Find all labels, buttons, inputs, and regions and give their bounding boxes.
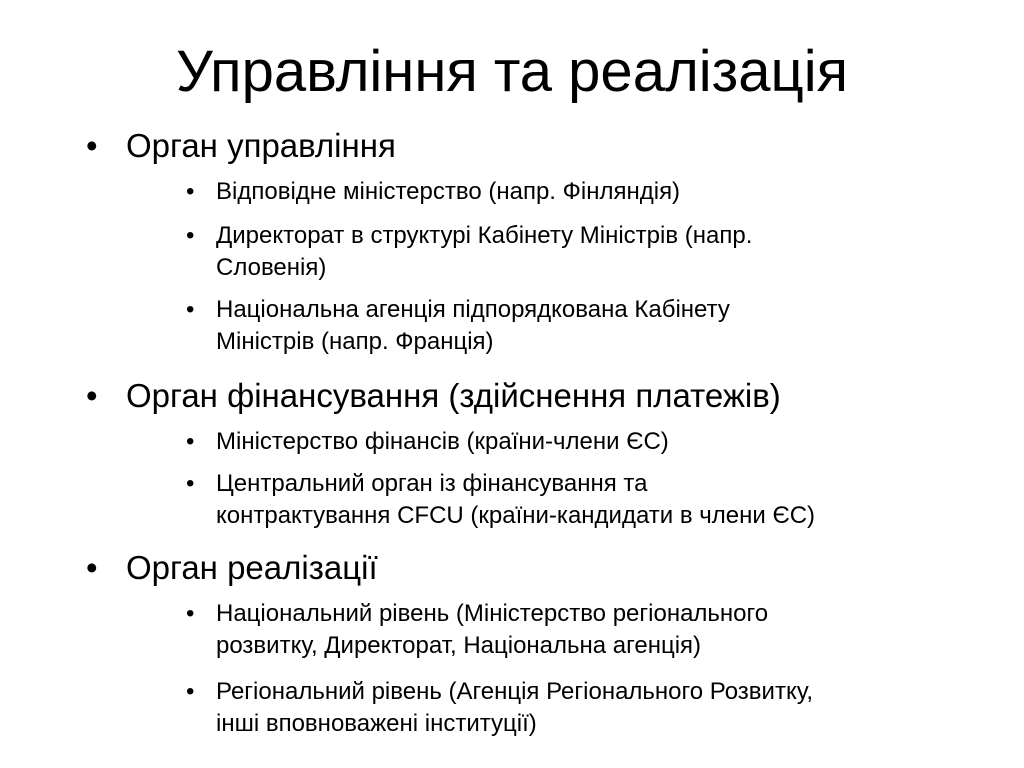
list-item-line: Міністерство фінансів (країни-члени ЄС) <box>216 428 669 455</box>
list-item-text <box>216 676 986 740</box>
list-item-line: контрактування CFCU (країни-кандидати в члени ЄС) <box>216 502 816 529</box>
list-item-text <box>216 176 986 208</box>
section-heading-text: Орган фінансування (здійснення платежів) <box>126 377 781 414</box>
list-item-text <box>216 598 986 662</box>
bullet-icon: • <box>186 470 195 497</box>
section-heading-text: Орган реалізації <box>126 549 378 586</box>
list-item-text <box>216 220 986 284</box>
list-item-line: Національна агенція підпорядкована Кабінету <box>216 296 730 323</box>
bullet-icon: • <box>86 377 98 414</box>
list-item-text <box>216 294 986 358</box>
bullet-icon: • <box>186 222 195 249</box>
list-item-text <box>216 426 986 458</box>
slide-title: Управління та реалізація <box>175 39 849 104</box>
list-item-line: Національний рівень (Міністерство регіонального <box>216 600 769 627</box>
list-item-line: Словенія) <box>216 254 327 281</box>
section-heading-text: Орган управління <box>126 127 396 164</box>
bullet-icon: • <box>86 549 98 586</box>
bullet-icon: • <box>186 678 195 705</box>
bullet-icon: • <box>86 127 98 164</box>
list-item-line: Центральний орган із фінансування та <box>216 470 648 497</box>
list-item-line: інші вповноважені інституції) <box>216 710 537 737</box>
list-item-line: розвитку, Директорат, Національна агенція) <box>216 632 702 659</box>
list-item-line: Директорат в структурі Кабінету Міністрів (напр. <box>216 222 753 249</box>
bullet-icon: • <box>186 600 195 627</box>
list-item-line: Регіональний рівень (Агенція Регіонального Розвитку, <box>216 678 813 705</box>
list-item-line: Відповідне міністерство (напр. Фінляндія) <box>216 178 681 205</box>
list-item-text <box>216 468 986 532</box>
bullet-icon: • <box>186 428 195 455</box>
list-item-line: Міністрів (напр. Франція) <box>216 328 494 355</box>
bullet-icon: • <box>186 178 195 205</box>
bullet-icon: • <box>186 296 195 323</box>
